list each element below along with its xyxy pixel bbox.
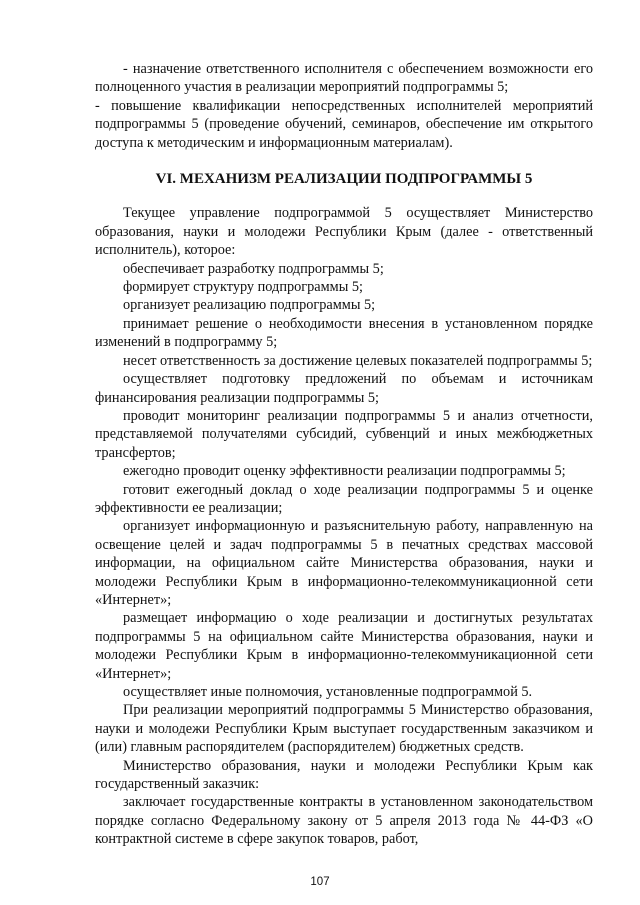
body-paragraph: формирует структуру подпрограммы 5; <box>123 279 364 296</box>
body-paragraph: осуществляет иные полномочия, установленные подпрограммой 5. <box>123 684 533 700</box>
body-paragraph: организует информационную и разъяснительную работу, направленную на освещение целей и задач подпрограммы 5 в печатных средствах массовой информации, на официальном сайте Министерства образования, науки и молодежи Республики Крым в информационно-телекоммуникационной сети «Интернет»; <box>95 518 593 608</box>
section-heading: VI. МЕХАНИЗМ РЕАЛИЗАЦИИ ПОДПРОГРАММЫ 5 <box>155 171 533 188</box>
page-number: 107 <box>310 876 330 888</box>
body-paragraph: размещает информацию о ходе реализации и достигнутых результатах подпрограммы 5 на официальном сайте Министерства образования, науки и молодежи Республики Крым в информационно-телекоммуникационной сети «Интернет»; <box>95 610 593 682</box>
intro-paragraph-2: - повышение квалификации непосредственных исполнителей мероприятий подпрограммы 5 (проведение обучений, семинаров, обеспечение им открытого доступа к методическим и информационным материалам). <box>95 97 593 151</box>
body-paragraph: проводит мониторинг реализации подпрограммы 5 и анализ отчетности, представляемой получателями субсидий, субвенций и иных межбюджетных трансфертов; <box>95 407 593 461</box>
body-paragraph: организует реализацию подпрограммы 5; <box>123 297 376 314</box>
document-page <box>95 60 593 849</box>
body-paragraph: При реализации мероприятий подпрограммы 5 Министерство образования, науки и молодежи Республики Крым выступает государственным заказчиком и (или) главным распорядителем (распорядителем) бюджетных средств. <box>95 702 593 756</box>
body-paragraph: готовит ежегодный доклад о ходе реализации подпрограммы 5 и оценке эффективности ее реализации; <box>95 481 593 516</box>
body-paragraph: ежегодно проводит оценку эффективности реализации подпрограммы 5; <box>123 463 566 480</box>
body-paragraph: несет ответственность за достижение целевых показателей подпрограммы 5; <box>123 352 593 369</box>
body-paragraph: Текущее управление подпрограммой 5 осуществляет Министерство образования, науки и молодежи Республики Крым (далее - ответственный исполнитель), которое: <box>95 205 593 259</box>
intro-paragraph-1: - назначение ответственного исполнителя с обеспечением возможности его полноценного участия в реализации мероприятий подпрограммы 5; <box>95 61 593 96</box>
body-paragraph: осуществляет подготовку предложений по объемам и источникам финансирования реализации подпрограммы 5; <box>95 371 593 406</box>
body-paragraph: принимает решение о необходимости внесения в установленном порядке изменений в подпрограмму 5; <box>95 315 593 351</box>
body-paragraph: обеспечивает разработку подпрограммы 5; <box>123 260 384 277</box>
body-paragraph: Министерство образования, науки и молодежи Республики Крым как государственный заказчик: <box>95 757 593 793</box>
body-paragraph: заключает государственные контракты в установленном законодательством порядке согласно Федеральному закону от 5 апреля 2013 года № 44-ФЗ «О контрактной системе в сфере закупок товаров, работ, <box>95 794 593 848</box>
